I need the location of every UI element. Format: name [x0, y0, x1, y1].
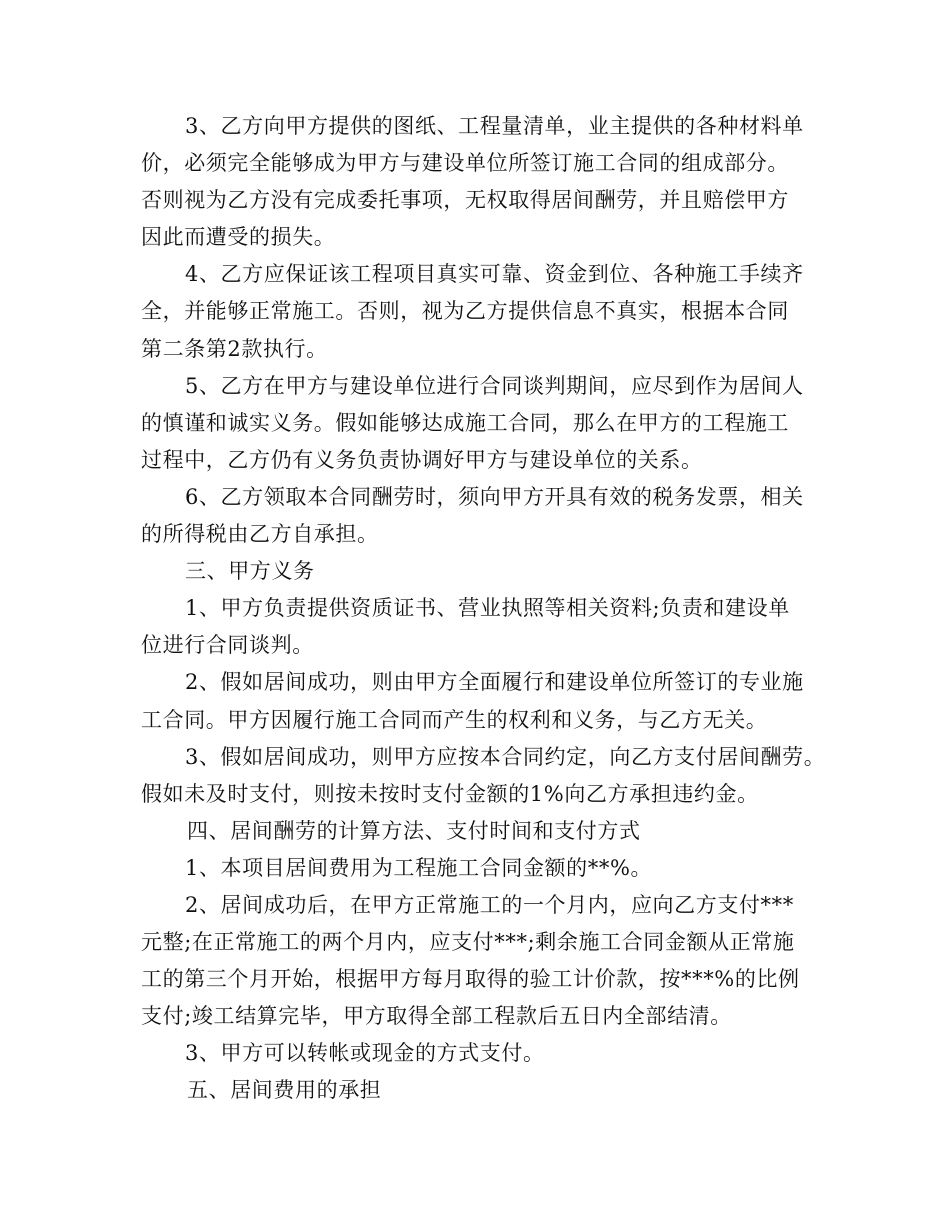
text-line: 3、甲方可以转帐或现金的方式支付。 — [185, 1041, 545, 1066]
text-line: 支付;竣工结算完毕，甲方取得全部工程款后五日内全部结清。 — [141, 1004, 732, 1029]
text-line: 工的第三个月开始，根据甲方每月取得的验工计价款，按***%的比例 — [141, 967, 800, 992]
text-line: 价，必须完全能够成为甲方与建设单位所签订施工合同的组成部分。 — [141, 151, 789, 176]
text-line: 2、假如居间成功，则由甲方全面履行和建设单位所签订的专业施 — [185, 670, 804, 695]
text-line: 2、居间成功后，在甲方正常施工的一个月内，应向乙方支付*** — [185, 892, 794, 917]
section-heading: 五、居间费用的承担 — [187, 1078, 382, 1103]
text-line: 3、假如居间成功，则甲方应按本合同约定，向乙方支付居间酬劳。 — [185, 744, 826, 769]
text-line: 元整;在正常施工的两个月内，应支付***;剩余施工合同金额从正常施 — [141, 930, 795, 955]
text-line: 因此而遭受的损失。 — [141, 225, 336, 250]
text-line: 位进行合同谈判。 — [141, 633, 314, 658]
text-line: 1、本项目居间费用为工程施工合同金额的**%。 — [185, 855, 653, 880]
section-heading: 四、居间酬劳的计算方法、支付时间和支付方式 — [187, 818, 641, 843]
text-line: 假如未及时支付，则按未按时支付金额的1%向乙方承担违约金。 — [141, 781, 759, 806]
text-line: 全，并能够正常施工。否则，视为乙方提供信息不真实，根据本合同 — [141, 299, 789, 324]
text-line: 的所得税由乙方自承担。 — [141, 522, 379, 547]
text-line: 的慎谨和诚实义务。假如能够达成施工合同，那么在甲方的工程施工 — [141, 410, 789, 435]
text-line: 4、乙方应保证该工程项目真实可靠、资金到位、各种施工手续齐 — [185, 262, 804, 287]
text-line: 否则视为乙方没有完成委托事项，无权取得居间酬劳，并且赔偿甲方 — [141, 188, 789, 213]
text-line: 第二条第2款执行。 — [141, 336, 328, 361]
section-heading: 三、甲方义务 — [185, 559, 315, 584]
text-line: 6、乙方领取本合同酬劳时，须向甲方开具有效的税务发票，相关 — [185, 484, 804, 509]
text-line: 5、乙方在甲方与建设单位进行合同谈判期间，应尽到作为居间人 — [185, 373, 804, 398]
text-line: 过程中，乙方仍有义务负责协调好甲方与建设单位的关系。 — [141, 447, 703, 472]
document-body — [141, 108, 826, 1110]
text-line: 3、乙方向甲方提供的图纸、工程量清单，业主提供的各种材料单 — [185, 114, 804, 138]
text-line: 工合同。甲方因履行施工合同而产生的权利和义务，与乙方无关。 — [141, 707, 768, 732]
text-line: 1、甲方负责提供资质证书、营业执照等相关资料;负责和建设单 — [185, 596, 790, 621]
